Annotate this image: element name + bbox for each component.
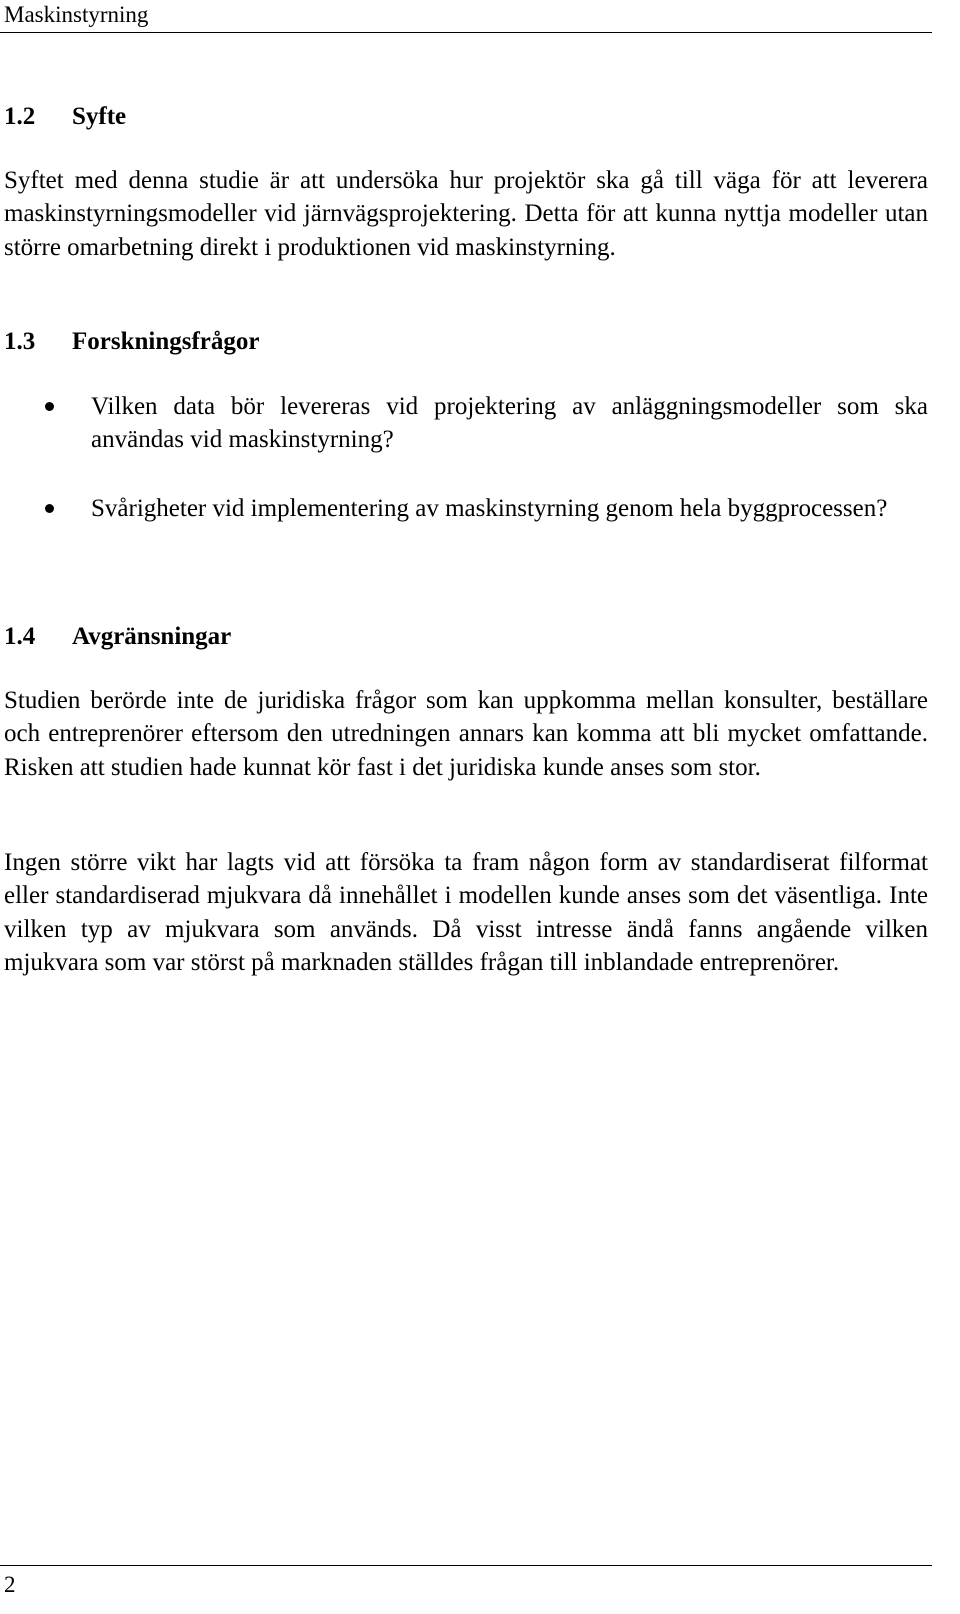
section-title: Syfte: [72, 103, 127, 130]
section-title: Forskningsfrågor: [72, 328, 260, 355]
header-rule: [0, 32, 932, 33]
section-heading-syfte: [4, 101, 126, 133]
section-heading-avgransningar: [4, 621, 231, 653]
section-number: 1.3: [4, 328, 36, 355]
running-header: Maskinstyrning: [4, 2, 149, 27]
bullet-icon: [45, 402, 54, 411]
section-heading-forskningsfragor: [4, 326, 260, 358]
syfte-paragraph: Syftet med denna studie är att undersöka hur projektör ska gå till väga för att leverera maskinstyrningsmodeller vid järnvägsprojektering. Detta för att kunna nyttja modeller utan större omarbetning direkt i produktionen vid maskinstyrning.: [4, 167, 928, 261]
list-item-text: Svårigheter vid implementering av maskinstyrning genom hela byggprocessen?: [91, 495, 888, 522]
avgransningar-paragraph-1: Studien berörde inte de juridiska frågor som kan uppkomma mellan konsulter, beställare och entreprenörer eftersom den utredningen annars kan komma att bli mycket omfattande. Risken att studien hade kunnat kör fast i det juridiska kunde anses som stor.: [4, 687, 928, 781]
section-number: 1.2: [4, 103, 36, 130]
section-title: Avgränsningar: [72, 623, 232, 650]
list-item-text: Vilken data bör levereras vid projektering av anläggningsmodeller som ska användas vid maskinstyrning?: [91, 393, 928, 454]
bullet-icon: [45, 504, 54, 513]
page-number: 2: [4, 1572, 16, 1597]
section-number: 1.4: [4, 623, 36, 650]
avgransningar-paragraph-2: Ingen större vikt har lagts vid att försöka ta fram någon form av standardiserat filformat eller standardiserad mjukvara då innehållet i modellen kunde anses som det väsentliga. Inte vilken typ av mjukvara som används. Då visst intresse ändå fanns angående vilken mjukvara som var störst på marknaden ställdes frågan till inblandade entreprenörer.: [4, 849, 928, 976]
footer-rule: [0, 1565, 932, 1566]
